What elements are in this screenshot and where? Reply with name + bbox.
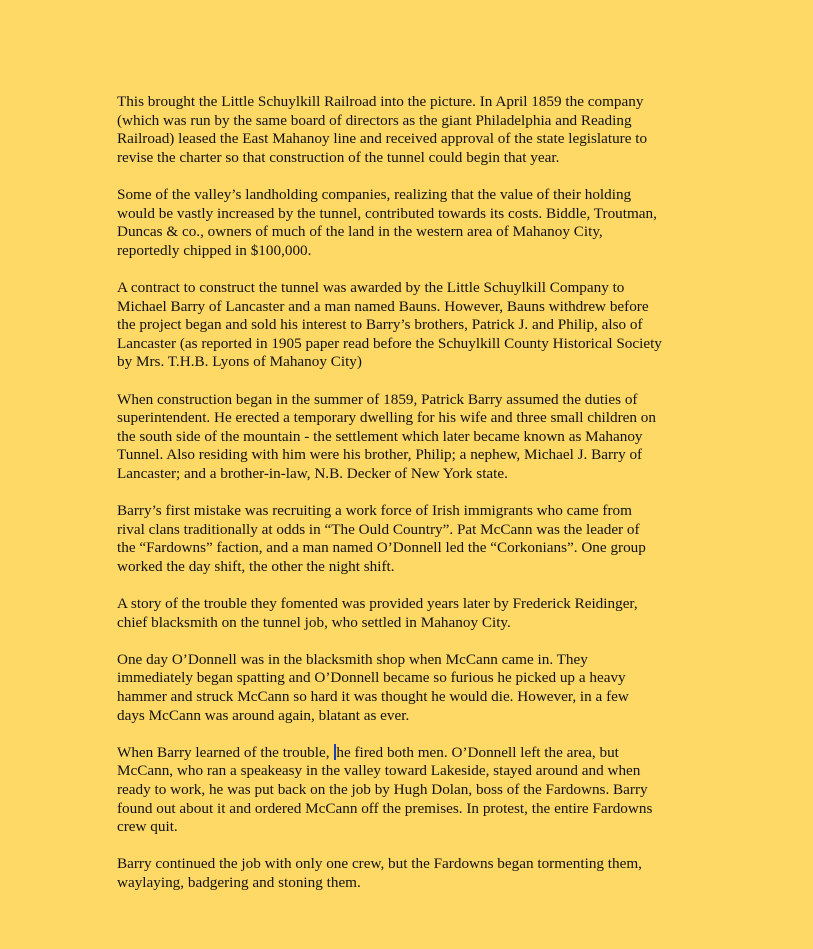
paragraph-6 xyxy=(117,595,707,632)
document-body[interactable] xyxy=(117,93,707,911)
text-line: A story of the trouble they fomented was provided years later by Frederick Reidinger, xyxy=(117,595,638,613)
text-line: found out about it and ordered McCann off the premises. In protest, the entire Fardowns xyxy=(117,799,653,817)
text-line: Lancaster; and a brother-in-law, N.B. Decker of New York state. xyxy=(117,464,508,482)
text-line: the project began and sold his interest to Barry’s brothers, Patrick J. and Philip, also of xyxy=(117,316,643,334)
text-line: reportedly chipped in $100,000. xyxy=(117,241,312,259)
text-line: Michael Barry of Lancaster and a man named Bauns. However, Bauns withdrew before xyxy=(117,297,649,315)
text-line-with-cursor xyxy=(117,744,707,763)
paragraph-8 xyxy=(117,744,707,837)
text-line: rival clans traditionally at odds in “The Ould Country”. Pat McCann was the leader of xyxy=(117,520,640,538)
text-line: waylaying, badgering and stoning them. xyxy=(117,873,361,891)
text-line: Railroad) leased the East Mahanoy line and received approval of the state legislature to xyxy=(117,130,648,148)
text-line: (which was run by the same board of directors as the giant Philadelphia and Reading xyxy=(117,111,632,129)
text-line: Barry’s first mistake was recruiting a work force of Irish immigrants who came from xyxy=(117,502,632,520)
text-line: hammer and struck McCann so hard it was thought he would die. However, in a few xyxy=(117,688,629,705)
text-line: Some of the valley’s landholding companies, realizing that the value of their holding xyxy=(117,185,632,203)
text-line: When construction began in the summer of 1859, Patrick Barry assumed the duties of xyxy=(117,390,638,408)
text-line: worked the day shift, the other the night shift. xyxy=(117,557,395,575)
text-line: McCann, who ran a speakeasy in the valley toward Lakeside, stayed around and when xyxy=(117,762,641,780)
text-line: chief blacksmith on the tunnel job, who settled in Mahanoy City. xyxy=(117,613,511,631)
text-line: superintendent. He erected a temporary dwelling for his wife and three small children on xyxy=(117,409,656,427)
text-line: revise the charter so that construction of the tunnel could begin that year. xyxy=(117,148,560,166)
paragraph-3 xyxy=(117,279,707,372)
text-line: the “Fardowns” faction, and a man named O’Donnell led the “Corkonians”. One group xyxy=(117,539,646,557)
text-line: One day O’Donnell was in the blacksmith shop when McCann came in. They xyxy=(117,650,588,668)
text-line: Lancaster (as reported in 1905 paper read before the Schuylkill County Historical Society xyxy=(117,334,662,352)
paragraph-7 xyxy=(117,651,707,725)
text-line: Tunnel. Also residing with him were his brother, Philip; a nephew, Michael J. Barry of xyxy=(117,446,643,464)
text-line: Duncas & co., owners of much of the land in the western area of Mahanoy City, xyxy=(117,223,603,241)
text-line: A contract to construct the tunnel was awarded by the Little Schuylkill Company to xyxy=(117,278,625,296)
text-line: days McCann was around again, blatant as ever. xyxy=(117,706,410,724)
text-line: crew quit. xyxy=(117,818,178,836)
paragraph-4 xyxy=(117,391,707,484)
text-line: would be vastly increased by the tunnel, contributed towards its costs. Biddle, Troutman, xyxy=(117,204,657,222)
text-line: This brought the Little Schuylkill Railroad into the picture. In April 1859 the company xyxy=(117,93,644,110)
text-line: by Mrs. T.H.B. Lyons of Mahanoy City) xyxy=(117,353,362,371)
text-line: immediately began spatting and O’Donnell became so furious he picked up a heavy xyxy=(117,669,626,687)
paragraph-5 xyxy=(117,502,707,576)
paragraph-9 xyxy=(117,855,707,892)
text-before-cursor: When Barry learned of the trouble, xyxy=(117,743,334,761)
text-line: ready to work, he was put back on the job by Hugh Dolan, boss of the Fardowns. Barry xyxy=(117,780,648,798)
paragraph-2 xyxy=(117,186,707,260)
text-line: Barry continued the job with only one crew, but the Fardowns began tormenting them, xyxy=(117,855,642,873)
text-line: the south side of the mountain - the settlement which later became known as Mahanoy xyxy=(117,427,643,445)
paragraph-1 xyxy=(117,93,707,167)
text-after-cursor: he fired both men. O’Donnell left the area, but xyxy=(336,743,619,761)
